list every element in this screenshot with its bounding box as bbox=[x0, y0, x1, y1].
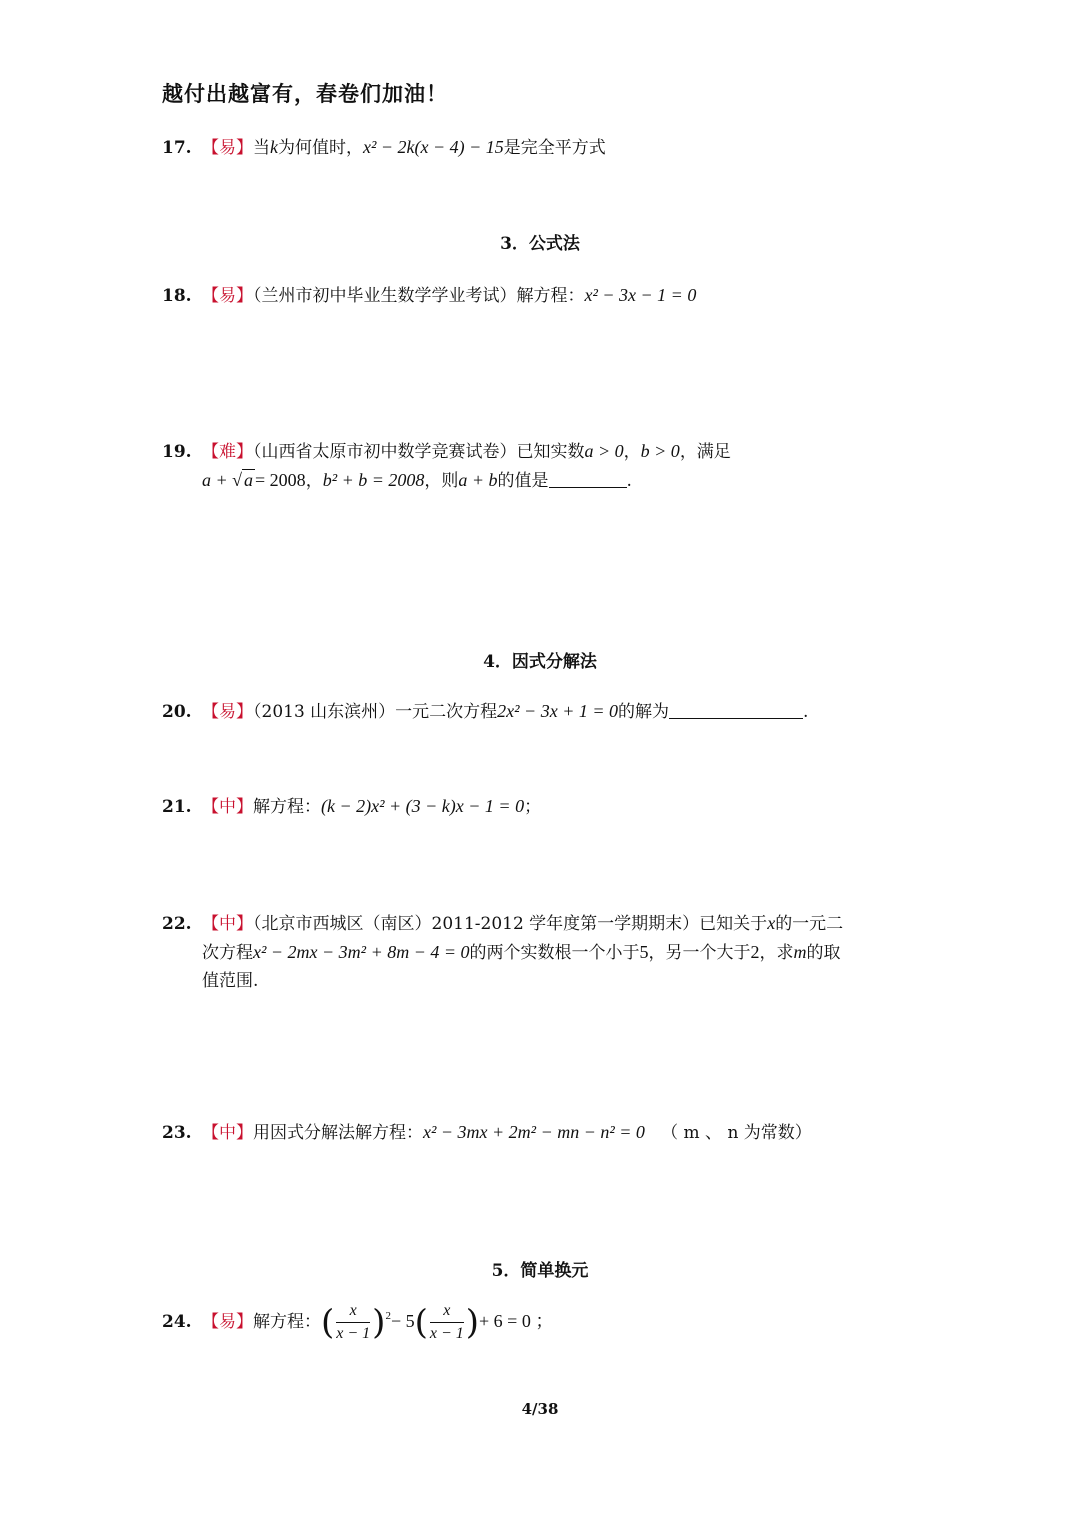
question-text: （山西省太原市初中数学竞赛试卷）已知实数 bbox=[253, 442, 585, 462]
question-text: ，则 bbox=[424, 471, 459, 491]
constants-note: （ m 、 n 为常数） bbox=[661, 1123, 812, 1143]
difficulty-tag: 【中】 bbox=[202, 1123, 253, 1143]
question-text: 为何值时， bbox=[278, 138, 363, 158]
equation-1: = 2008 bbox=[255, 470, 306, 490]
var-x: x bbox=[767, 913, 776, 933]
sqrt-expression: a + √ a bbox=[202, 470, 254, 490]
middle-term: − 5 bbox=[390, 1311, 415, 1331]
tail-term: + 6 = 0 ； bbox=[479, 1311, 554, 1331]
answer-blank bbox=[549, 469, 627, 488]
question-text: ，满足 bbox=[679, 442, 731, 462]
question-number: 18. bbox=[162, 286, 192, 306]
question-text: ，求 bbox=[759, 943, 794, 963]
question-17 bbox=[162, 133, 606, 162]
question-text: 当 bbox=[253, 138, 270, 158]
equation: x² − 2k(x − 4) − 15 bbox=[363, 137, 504, 157]
difficulty-tag: 【易】 bbox=[202, 1312, 253, 1332]
value-2: 2 bbox=[750, 942, 760, 962]
var-k: k bbox=[270, 137, 278, 157]
question-19: 19. 【难】（山西省太原市初中数学竞赛试卷）已知实数a > 0，b > 0，满足 a + √ a = 2008，b² + b = 2008，则a + b的值是 . bbox=[162, 437, 731, 495]
ask-expression: a + b bbox=[458, 470, 498, 490]
question-text: （北京市西城区（南区）2011-2012 学年度第一学期期末）已知关于 bbox=[253, 914, 768, 934]
question-21 bbox=[162, 792, 541, 821]
difficulty-tag: 【易】 bbox=[202, 286, 253, 306]
question-text: ； bbox=[524, 797, 542, 817]
question-text: 用因式分解法解方程： bbox=[253, 1123, 423, 1143]
section-heading-4: 4．因式分解法 bbox=[483, 652, 597, 672]
question-number: 19. bbox=[162, 442, 192, 462]
question-text: 的两个实数根一个小于 bbox=[469, 943, 640, 963]
question-18 bbox=[162, 281, 696, 310]
var-m: m bbox=[793, 942, 807, 962]
condition-a: a > 0 bbox=[584, 441, 624, 461]
question-text: 解方程： bbox=[253, 1312, 321, 1332]
question-number: 22. bbox=[162, 914, 192, 934]
question-number: 23. bbox=[162, 1123, 192, 1143]
question-text: 值范围. bbox=[202, 971, 259, 991]
question-number: 20. bbox=[162, 702, 192, 722]
fraction: $\frac{x}{x - 1}$ bbox=[336, 1302, 371, 1342]
equation: (k − 2)x² + (3 − k)x − 1 = 0 bbox=[321, 796, 525, 816]
fraction: $\frac{x}{x - 1}$ bbox=[429, 1302, 464, 1342]
section-heading-3: 3．公式法 bbox=[500, 234, 580, 254]
difficulty-tag: 【易】 bbox=[202, 702, 253, 722]
condition-b: b > 0 bbox=[640, 441, 680, 461]
question-text: （2013 山东滨州）一元二次方程 bbox=[253, 702, 498, 722]
exponent: 2 bbox=[385, 1310, 391, 1322]
equation-2: b² + b = 2008 bbox=[322, 470, 425, 490]
question-23 bbox=[162, 1118, 812, 1147]
question-24: 24. 【易】解方程：( $\frac{x}{x - 1}$ )$^2$− 5( $\frac{x}{x - 1}$ )+ 6 = 0 ； bbox=[162, 1296, 553, 1345]
difficulty-tag: 【易】 bbox=[202, 138, 253, 158]
banner: 越付出越富有，春卷们加油！ bbox=[162, 82, 448, 106]
question-number: 17. bbox=[162, 138, 192, 158]
question-text: ，另一个大于 bbox=[648, 943, 751, 963]
question-text: 次方程 bbox=[202, 943, 253, 963]
difficulty-tag: 【难】 bbox=[202, 442, 253, 462]
question-text: 的取 bbox=[806, 943, 841, 963]
equation: x² − 3mx + 2m² − mn − n² = 0 bbox=[423, 1122, 645, 1142]
question-text: 的一元二 bbox=[775, 914, 844, 934]
question-text: 的值是 bbox=[497, 471, 549, 491]
question-text: 的解为 bbox=[618, 702, 669, 722]
section-heading-5: 5．简单换元 bbox=[491, 1261, 589, 1281]
answer-blank bbox=[669, 700, 803, 719]
equation: 2x² − 3x + 1 = 0 bbox=[497, 701, 618, 721]
question-number: 24. bbox=[162, 1312, 192, 1332]
question-20: 20. 【易】（2013 山东滨州）一元二次方程2x² − 3x + 1 = 0的解为 . bbox=[162, 697, 808, 726]
page-number: 4/38 bbox=[521, 1400, 559, 1418]
question-number: 21. bbox=[162, 797, 192, 817]
equation: x² − 2mx − 3m² + 8m − 4 = 0 bbox=[253, 942, 470, 962]
value-5: 5 bbox=[639, 942, 649, 962]
question-text: 是完全平方式 bbox=[503, 138, 606, 158]
question-22 bbox=[162, 909, 843, 995]
question-text: 解方程： bbox=[253, 797, 321, 817]
difficulty-tag: 【中】 bbox=[202, 797, 253, 817]
difficulty-tag: 【中】 bbox=[202, 914, 253, 934]
equation: x² − 3x − 1 = 0 bbox=[584, 285, 697, 305]
question-text: （兰州市初中毕业生数学学业考试）解方程： bbox=[253, 286, 585, 306]
